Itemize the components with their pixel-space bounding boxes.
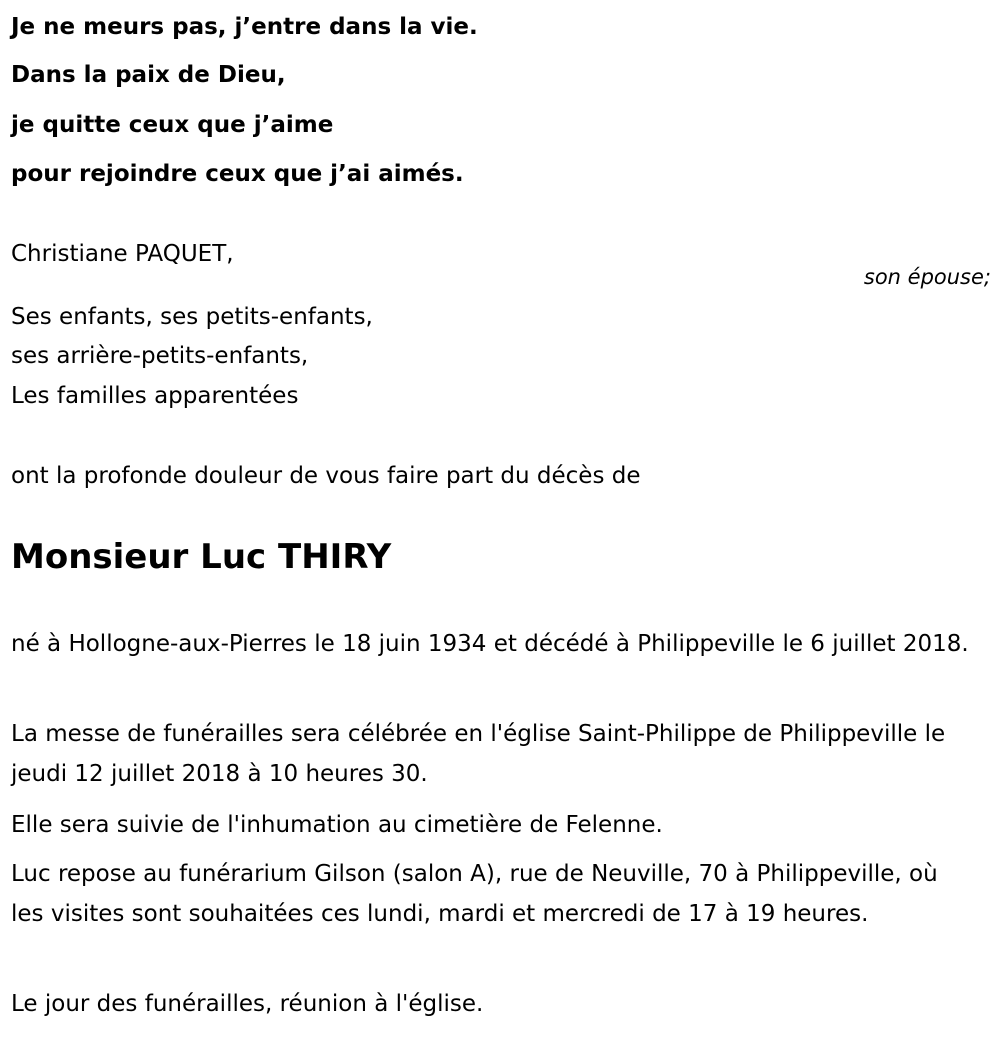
spouse-name: Christiane PAQUET,: [11, 241, 234, 267]
quote-line-4: pour rejoindre ceux que j’ai aimés.: [11, 161, 464, 187]
announcement-text: ont la profonde douleur de vous faire part du décès de: [11, 463, 641, 489]
burial-paragraph: Elle sera suivie de l'inhumation au cimetière de Felenne.: [11, 812, 663, 838]
birth-death-paragraph: né à Hollogne-aux-Pierres le 18 juin 1934 et décédé à Philippeville le 6 juillet 2018.: [11, 631, 969, 657]
family-line-3: Les familles apparentées: [11, 383, 299, 409]
quote-line-2: Dans la paix de Dieu,: [11, 62, 286, 88]
spouse-role: son épouse;: [863, 265, 991, 289]
family-line-1: Ses enfants, ses petits-enfants,: [11, 304, 373, 330]
meeting-paragraph: Le jour des funérailles, réunion à l'église.: [11, 991, 484, 1017]
quote-line-3: je quitte ceux que j’aime: [11, 112, 334, 138]
quote-line-1: Je ne meurs pas, j’entre dans la vie.: [11, 14, 478, 40]
deceased-name: Monsieur Luc THIRY: [11, 537, 392, 577]
mass-paragraph: La messe de funérailles sera célébrée en l'église Saint-Philippe de Philippeville le jeudi 12 juillet 2018 à 10 heures 30.: [11, 721, 946, 787]
funeral-home-paragraph: Luc repose au funérarium Gilson (salon A), rue de Neuville, 70 à Philippeville, où les visites sont souhaitées ces lundi, mardi et mercredi de 17 à 19 heures.: [11, 861, 938, 927]
family-line-2: ses arrière-petits-enfants,: [11, 343, 309, 369]
